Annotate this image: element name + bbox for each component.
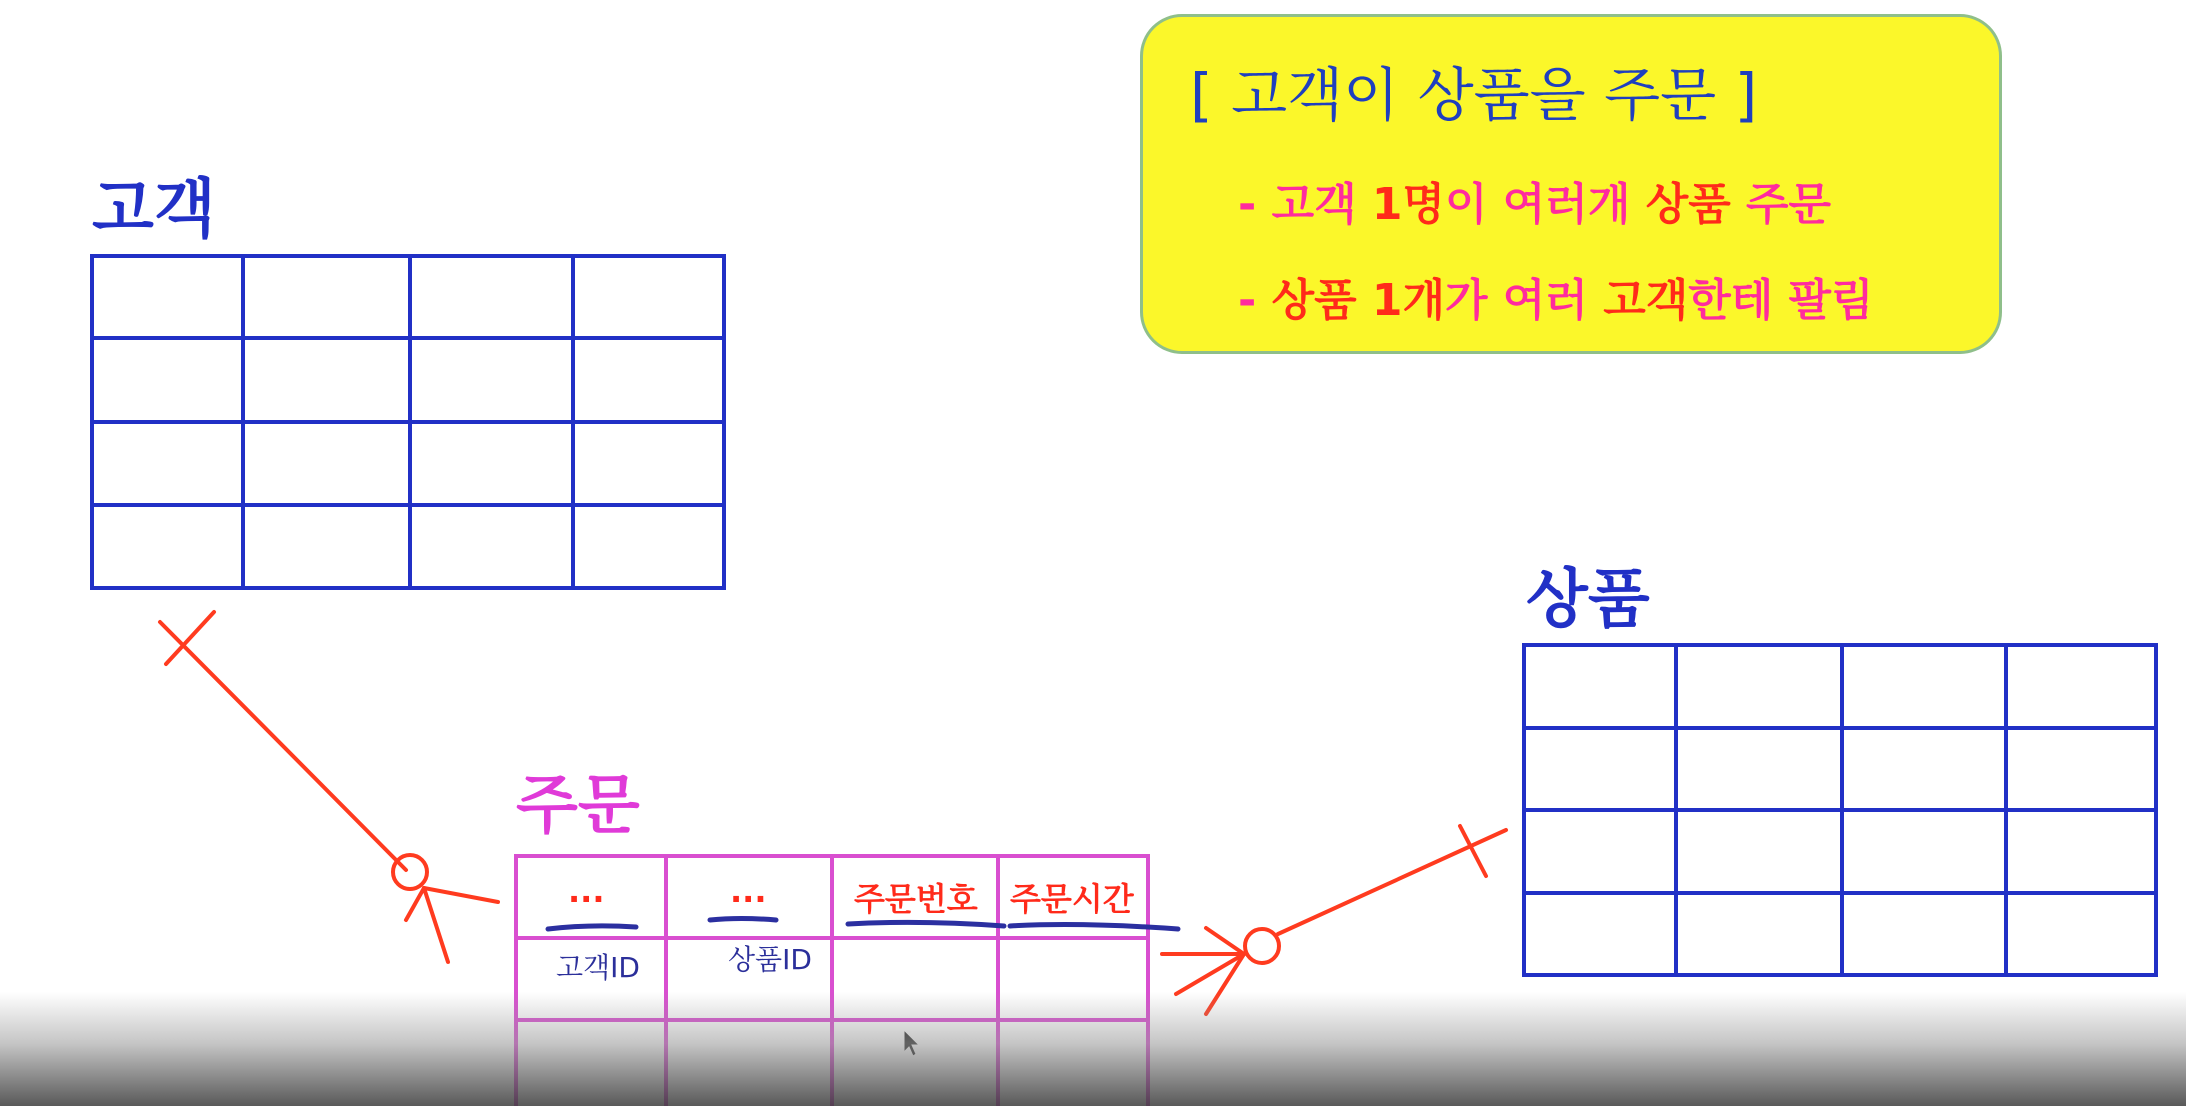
header-underlines xyxy=(548,919,1178,930)
note-title: [ 고객이 상품을 주문 ] xyxy=(1190,61,1758,129)
relation-product-order xyxy=(1162,826,1506,1014)
note-segment: 고객 xyxy=(1603,275,1689,326)
note-segment: - xyxy=(1238,275,1272,326)
crowfoot-top xyxy=(424,888,498,902)
note-segment: - xyxy=(1238,179,1272,230)
crowfoot-top xyxy=(1206,928,1244,954)
order-col2-header: ... xyxy=(730,872,767,910)
customer-table-title: 고객 xyxy=(92,173,216,247)
relation-customer-order xyxy=(160,612,498,962)
zero-circle xyxy=(393,855,427,889)
note-segment: 상품 xyxy=(1271,275,1357,326)
order-col1-sub: 고객ID xyxy=(556,951,640,984)
note-segment: 1개 xyxy=(1356,275,1446,326)
product-table xyxy=(1524,645,2156,975)
note-segment: 가 여러 xyxy=(1445,275,1604,326)
crowfoot-bottom xyxy=(1176,954,1244,994)
zero-circle xyxy=(1245,929,1279,963)
note-segment: 1명 xyxy=(1356,179,1446,230)
order-col2-sub: 상품ID xyxy=(728,943,812,976)
note-segment: 상품 xyxy=(1645,179,1731,230)
video-bottom-shade xyxy=(0,992,2186,1106)
note-segment: 이 여러개 xyxy=(1445,179,1646,230)
order-col4-header: 주문시간 xyxy=(1010,880,1134,918)
order-col3-header: 주문번호 xyxy=(854,880,978,918)
order-table-title: 주문 xyxy=(516,769,640,843)
product-table-title: 상품 xyxy=(1526,563,1650,637)
note-segment: 고객 xyxy=(1271,179,1357,230)
crowfoot-left xyxy=(406,888,424,920)
crowfoot-bottom xyxy=(424,888,448,962)
customer-table xyxy=(92,256,724,588)
order-col1-header: ... xyxy=(568,872,605,910)
note-segment: 한테 팔림 xyxy=(1688,275,1874,326)
note-segment: 주문 xyxy=(1730,179,1832,230)
